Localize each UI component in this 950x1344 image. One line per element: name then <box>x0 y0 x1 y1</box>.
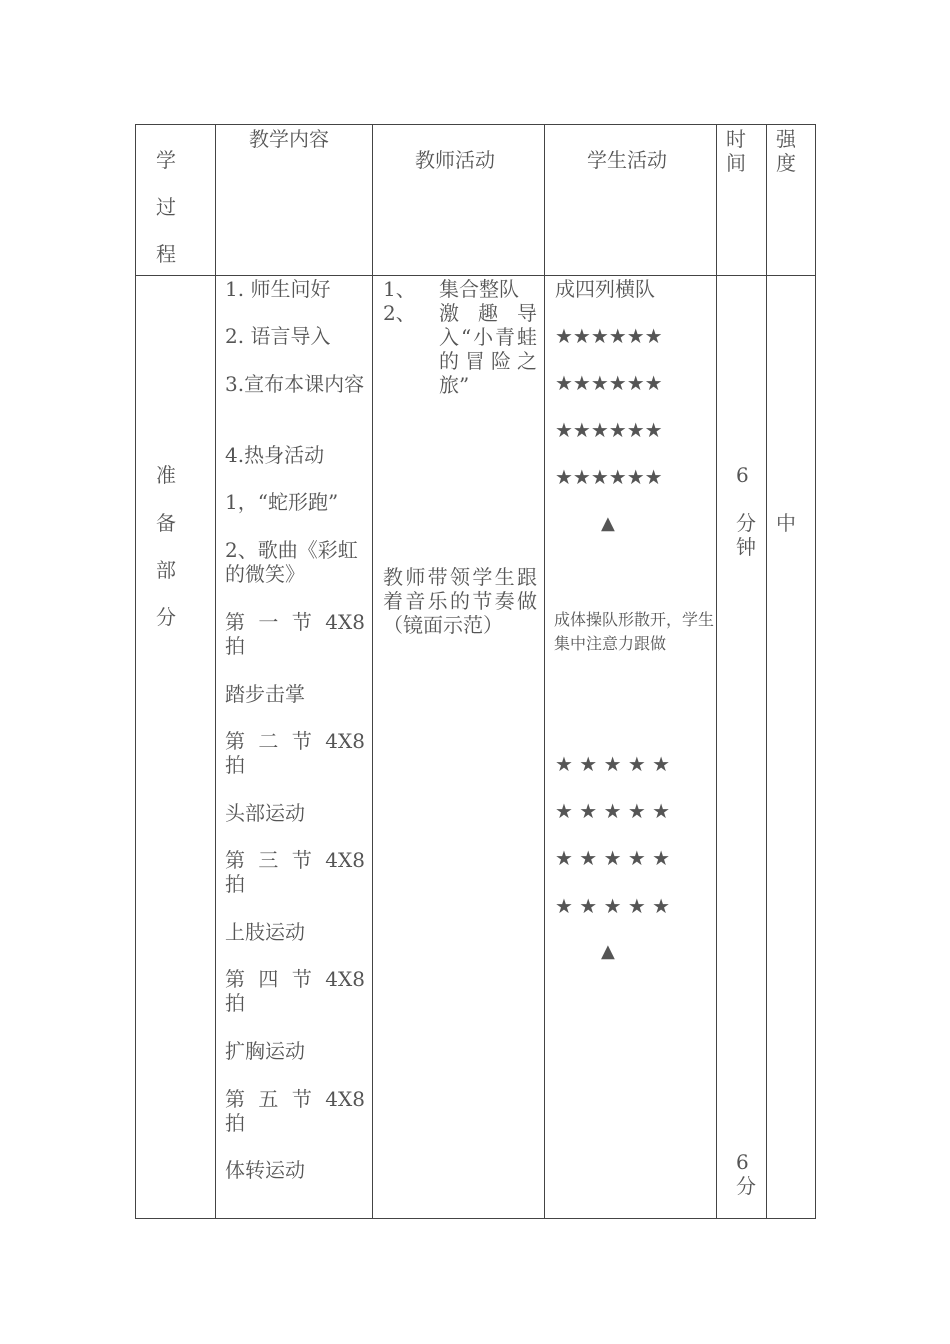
content-item: 第 五 节 4X8 拍 <box>225 1087 365 1135</box>
star-row-dense: ★★★★★★ <box>555 418 663 442</box>
time-value-1-number: 6 <box>736 463 749 487</box>
column-divider-3 <box>544 124 545 1219</box>
table-border-right <box>815 124 816 1219</box>
header-content: 教学内容 <box>249 127 329 151</box>
star-row-spaced: ★ ★ ★ ★ ★ <box>555 799 671 823</box>
column-divider-5 <box>766 124 767 1219</box>
header-process-char-3: 程 <box>156 242 176 266</box>
star-row-spaced: ★ ★ ★ ★ ★ <box>555 894 671 918</box>
content-item: 头部运动 <box>225 801 305 825</box>
teacher-item-number: 2、 <box>383 301 416 325</box>
content-item: 1. 师生问好 <box>225 277 331 301</box>
header-process-char-2: 过 <box>156 195 176 219</box>
teacher-lead-text: 教师带领学生跟着音乐的节奏做（镜面示范） <box>383 565 537 637</box>
time-value-2-unit: 分 <box>736 1174 756 1198</box>
star-row-dense: ★★★★★★ <box>555 371 663 395</box>
star-row-dense: ★★★★★★ <box>555 465 663 489</box>
column-divider-4 <box>716 124 717 1219</box>
content-item: 1，“蛇形跑” <box>225 490 339 514</box>
teacher-item-number: 1、 <box>383 277 416 301</box>
student-note: 成体操队形散开，学生集中注意力跟做 <box>554 610 715 653</box>
time-value-2-number: 6 <box>736 1150 749 1174</box>
star-row-dense: ★★★★★★ <box>555 324 663 348</box>
content-item: 扩胸运动 <box>225 1039 305 1063</box>
content-item: 第 四 节 4X8 拍 <box>225 967 365 1015</box>
content-item: 2、歌曲《彩虹的微笑》 <box>225 538 358 586</box>
content-item: 第 一 节 4X8 拍 <box>225 610 365 658</box>
section-label-char-1: 准 <box>156 463 176 487</box>
table-border-bottom <box>135 1218 816 1219</box>
header-time-char-1: 时 <box>726 127 746 151</box>
section-label-char-4: 分 <box>156 605 176 629</box>
time-value-1-unit-2: 钟 <box>736 535 756 559</box>
header-teacher: 教师活动 <box>415 148 495 172</box>
content-item: 3.宣布本课内容 <box>225 372 365 396</box>
content-item: 第 三 节 4X8 拍 <box>225 848 365 896</box>
teacher-position-triangle: ▲ <box>601 513 615 534</box>
header-divider <box>135 275 816 276</box>
header-student: 学生活动 <box>587 148 667 172</box>
section-label-char-2: 备 <box>156 511 176 535</box>
table-border-left <box>135 124 136 1219</box>
content-item: 体转运动 <box>225 1158 305 1182</box>
header-time-char-2: 间 <box>726 151 746 175</box>
star-row-spaced: ★ ★ ★ ★ ★ <box>555 752 671 776</box>
header-intensity-char-1: 强 <box>776 127 796 151</box>
content-item: 第 二 节 4X8 拍 <box>225 729 365 777</box>
content-item: 4.热身活动 <box>225 443 325 467</box>
section-label-char-3: 部 <box>156 558 176 582</box>
star-row-spaced: ★ ★ ★ ★ ★ <box>555 846 671 870</box>
teacher-position-triangle: ▲ <box>601 941 615 962</box>
teacher-item-text: 激趣导入“小青蛙的冒险之旅” <box>439 301 537 397</box>
student-formation: 成四列横队 <box>555 277 655 301</box>
table-border-top <box>135 124 816 125</box>
content-item: 2. 语言导入 <box>225 324 331 348</box>
column-divider-2 <box>372 124 373 1219</box>
header-intensity-char-2: 度 <box>776 151 796 175</box>
column-divider-1 <box>215 124 216 1219</box>
intensity-value: 中 <box>776 511 796 535</box>
teacher-item-text: 集合整队 <box>439 277 519 301</box>
content-item: 踏步击掌 <box>225 682 305 706</box>
content-item: 上肢运动 <box>225 920 305 944</box>
time-value-1-unit-1: 分 <box>736 511 756 535</box>
header-process-char-1: 学 <box>156 148 176 172</box>
